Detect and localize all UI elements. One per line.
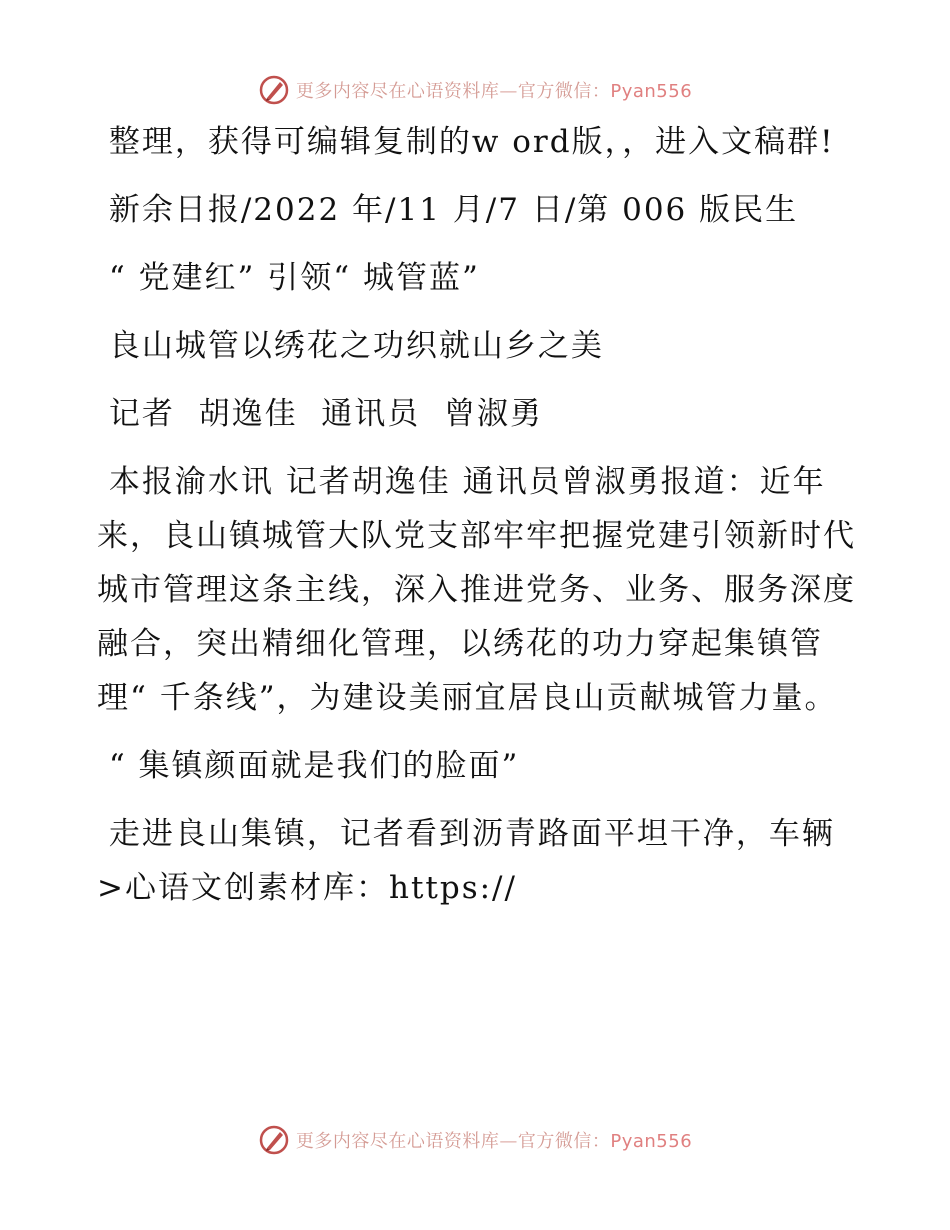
- byline: 记者 胡逸佳 通讯员 曾淑勇: [97, 396, 543, 432]
- pen-logo-icon: [258, 1124, 290, 1156]
- body-paragraph: 走进良山集镇，记者看到沥青路面平坦干净，车辆>心语文创素材库：https://: [97, 816, 835, 906]
- watermark-text: 更多内容尽在心语资料库—官方微信：Pyan556: [295, 1131, 693, 1152]
- source-line: 新余日报/2022 年/11 月/7 日/第 006 版民生: [97, 192, 799, 228]
- headline: “ 党建红” 引领“ 城管蓝”: [97, 260, 480, 296]
- document-body: [97, 115, 857, 929]
- header-watermark: [0, 70, 950, 110]
- watermark-text: 更多内容尽在心语资料库—官方微信：Pyan556: [295, 81, 693, 102]
- subheadline: 良山城管以绣花之功织就山乡之美: [97, 328, 604, 364]
- footer-watermark: [0, 1120, 950, 1160]
- lead-paragraph: 本报渝水讯 记者胡逸佳 通讯员曾淑勇报道：近年来，良山镇城管大队党支部牢牢把握党建引领新时代城市管理这条主线，深入推进党务、业务、服务深度融合，突出精细化管理，以绣花的功力穿起集镇管理“ 千条线”，为建设美丽宜居良山贡献城管力量。: [97, 464, 856, 716]
- intro-paragraph: 整理，获得可编辑复制的w ord版，，进入文稿群!: [97, 124, 835, 160]
- section-heading: “ 集镇颜面就是我们的脸面”: [97, 748, 520, 784]
- pen-logo-icon: [258, 74, 290, 106]
